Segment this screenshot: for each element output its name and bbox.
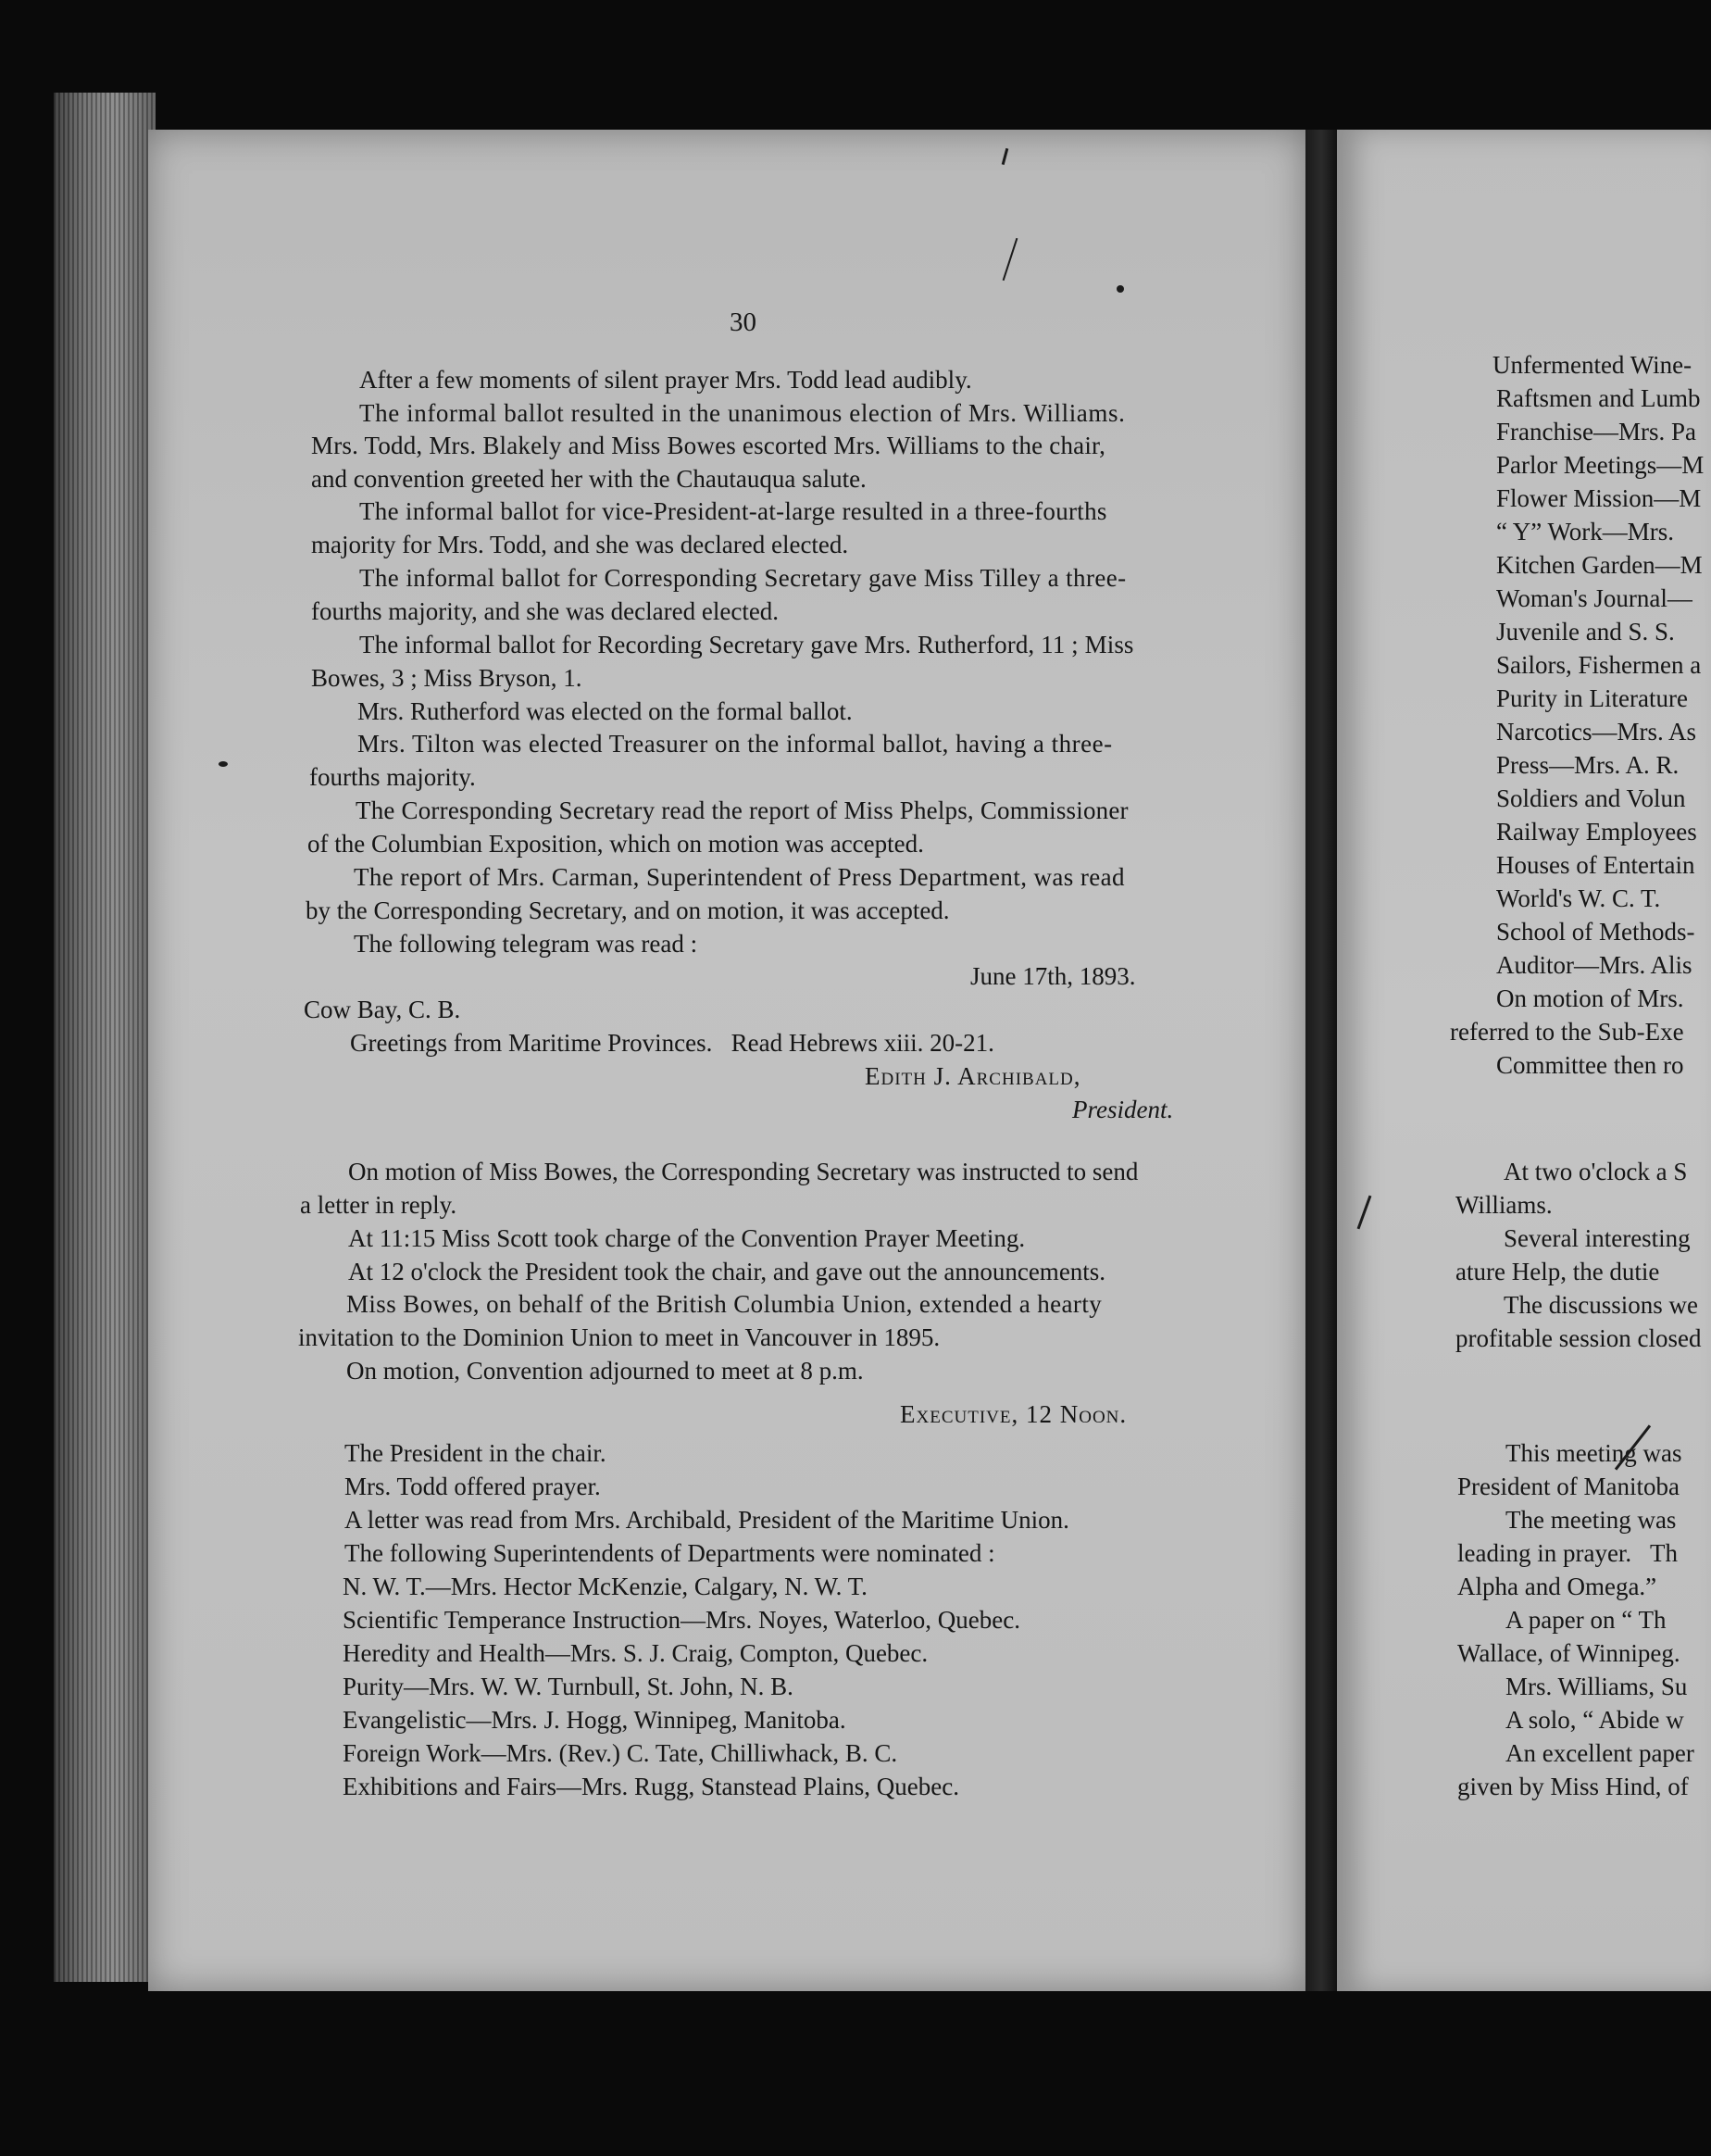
right-page-line: “ Y” Work—Mrs. — [1496, 518, 1675, 545]
section-heading-executive: Executive, 12 Noon. — [900, 1400, 1128, 1428]
body-line: The informal ballot for vice-President-at-large resulted in a three-fourths — [359, 497, 1107, 525]
right-page — [1337, 130, 1711, 1991]
nomination-line: Purity—Mrs. W. W. Turnbull, St. John, N. B. — [343, 1673, 793, 1700]
body-line: of the Columbian Exposition, which on motion was accepted. — [307, 830, 924, 858]
nomination-line: N. W. T.—Mrs. Hector McKenzie, Calgary, N. W. T. — [343, 1573, 868, 1600]
body-line: The informal ballot for Recording Secretary gave Mrs. Rutherford, 11 ; Miss — [359, 631, 1134, 658]
left-page — [148, 130, 1305, 1991]
body-line: by the Corresponding Secretary, and on motion, it was accepted. — [306, 896, 950, 924]
body-line: The informal ballot resulted in the unanimous election of Mrs. Williams. — [359, 399, 1126, 427]
pencil-mark — [1357, 1196, 1372, 1230]
right-page-line: Juvenile and S. S. — [1496, 618, 1675, 646]
body-line: The following Superintendents of Departments were nominated : — [344, 1539, 995, 1567]
body-line: Mrs. Todd, Mrs. Blakely and Miss Bowes escorted Mrs. Williams to the chair, — [311, 432, 1106, 459]
right-page-line: Williams. — [1455, 1191, 1553, 1219]
nomination-line: Scientific Temperance Instruction—Mrs. Noyes, Waterloo, Quebec. — [343, 1606, 1020, 1634]
right-page-line: Parlor Meetings—M — [1496, 451, 1705, 479]
right-page-line: A solo, “ Abide w — [1505, 1706, 1684, 1734]
page-number: 30 — [730, 307, 756, 337]
right-page-line: On motion of Mrs. — [1496, 984, 1684, 1012]
body-line: At 12 o'clock the President took the chair, and gave out the announcements. — [348, 1258, 1106, 1285]
right-page-line: profitable session closed — [1455, 1324, 1702, 1352]
right-page-line: President of Manitoba — [1457, 1473, 1680, 1500]
nomination-line: Exhibitions and Fairs—Mrs. Rugg, Stanstead Plains, Quebec. — [343, 1773, 959, 1800]
ink-speck — [1117, 285, 1124, 293]
body-line: majority for Mrs. Todd, and she was declared elected. — [311, 531, 849, 558]
right-page-line: Flower Mission—M — [1496, 484, 1702, 512]
body-line: Mrs. Tilton was elected Treasurer on the informal ballot, having a three- — [357, 730, 1113, 758]
right-page-line: Sailors, Fishermen a — [1496, 651, 1702, 679]
body-line: The President in the chair. — [344, 1439, 606, 1467]
body-line: After a few moments of silent prayer Mrs. Todd lead audibly. — [359, 366, 972, 394]
right-page-line: At two o'clock a S — [1504, 1158, 1688, 1185]
right-page-line: School of Methods- — [1496, 918, 1695, 946]
telegram-origin: Cow Bay, C. B. — [304, 996, 461, 1023]
right-page-line: Kitchen Garden—M — [1496, 551, 1703, 579]
body-line: The informal ballot for Corresponding Secretary gave Miss Tilley a three- — [359, 564, 1127, 592]
right-page-line: referred to the Sub-Exe — [1450, 1018, 1684, 1046]
right-page-line: An excellent paper — [1505, 1739, 1694, 1767]
right-page-line: Narcotics—Mrs. As — [1496, 718, 1696, 746]
body-line: A letter was read from Mrs. Archibald, President of the Maritime Union. — [344, 1506, 1069, 1534]
body-line: Miss Bowes, on behalf of the British Columbia Union, extended a hearty — [346, 1290, 1103, 1318]
right-page-line: Several interesting — [1504, 1224, 1691, 1252]
body-line: On motion, Convention adjourned to meet at 8 p.m. — [346, 1357, 864, 1385]
right-page-line: Press—Mrs. A. R. — [1496, 751, 1680, 779]
ink-speck — [219, 761, 228, 767]
body-line: At 11:15 Miss Scott took charge of the Convention Prayer Meeting. — [348, 1224, 1026, 1252]
body-line: fourths majority, and she was declared elected. — [311, 597, 780, 625]
right-page-line: Auditor—Mrs. Alis — [1496, 951, 1692, 979]
right-page-line: ature Help, the dutie — [1455, 1258, 1660, 1285]
telegram-signature: Edith J. Archibald, — [865, 1062, 1081, 1090]
body-line: invitation to the Dominion Union to meet in Vancouver in 1895. — [298, 1323, 941, 1351]
nomination-line: Evangelistic—Mrs. J. Hogg, Winnipeg, Manitoba. — [343, 1706, 846, 1734]
right-page-line: Houses of Entertain — [1496, 851, 1695, 879]
right-page-line: Railway Employees — [1496, 818, 1697, 846]
body-line: Mrs. Rutherford was elected on the formal ballot. — [357, 697, 853, 725]
right-page-line: Franchise—Mrs. Pa — [1496, 418, 1696, 445]
body-line: The report of Mrs. Carman, Superintendent of Press Department, was read — [354, 863, 1125, 891]
body-line: The following telegram was read : — [354, 930, 698, 958]
right-page-line: Soldiers and Volun — [1496, 784, 1686, 812]
right-page-line: The meeting was — [1505, 1506, 1677, 1534]
pencil-mark — [1003, 238, 1018, 281]
body-line: a letter in reply. — [300, 1191, 457, 1219]
pencil-mark — [1002, 148, 1009, 165]
right-page-line: Woman's Journal— — [1496, 584, 1692, 612]
book-page-edges — [54, 93, 156, 1982]
right-page-line: The discussions we — [1504, 1291, 1698, 1319]
right-page-line: Alpha and Omega.” — [1457, 1573, 1657, 1600]
right-page-line: A paper on “ Th — [1505, 1606, 1667, 1634]
telegram-signature-title: President. — [1072, 1096, 1174, 1123]
nomination-line: Heredity and Health—Mrs. S. J. Craig, Compton, Quebec. — [343, 1639, 929, 1667]
nomination-line: Foreign Work—Mrs. (Rev.) C. Tate, Chilliwhack, B. C. — [343, 1739, 898, 1767]
right-page-line: Mrs. Williams, Su — [1505, 1673, 1688, 1700]
body-line: The Corresponding Secretary read the report of Miss Phelps, Commissioner — [356, 796, 1129, 824]
body-line: and convention greeted her with the Chautauqua salute. — [311, 465, 867, 493]
body-line: Mrs. Todd offered prayer. — [344, 1473, 601, 1500]
right-page-line: Purity in Literature — [1496, 684, 1688, 712]
right-page-line: Committee then ro — [1496, 1051, 1684, 1079]
right-page-line: leading in prayer. Th — [1457, 1539, 1678, 1567]
right-page-line: given by Miss Hind, of — [1457, 1773, 1689, 1800]
telegram-date: June 17th, 1893. — [970, 962, 1136, 990]
right-page-line: Raftsmen and Lumb — [1496, 384, 1701, 412]
book-gutter — [1305, 130, 1337, 1991]
right-page-line: World's W. C. T. — [1496, 884, 1661, 912]
right-page-line: Unfermented Wine- — [1492, 351, 1692, 379]
body-line: Bowes, 3 ; Miss Bryson, 1. — [311, 664, 582, 692]
telegram-body: Greetings from Maritime Provinces. Read Hebrews xiii. 20-21. — [350, 1029, 994, 1057]
right-page-line: This meeting was — [1505, 1439, 1682, 1467]
right-page-line: Wallace, of Winnipeg. — [1457, 1639, 1680, 1667]
body-line: fourths majority. — [309, 763, 476, 791]
body-line: On motion of Miss Bowes, the Corresponding Secretary was instructed to send — [348, 1158, 1139, 1185]
